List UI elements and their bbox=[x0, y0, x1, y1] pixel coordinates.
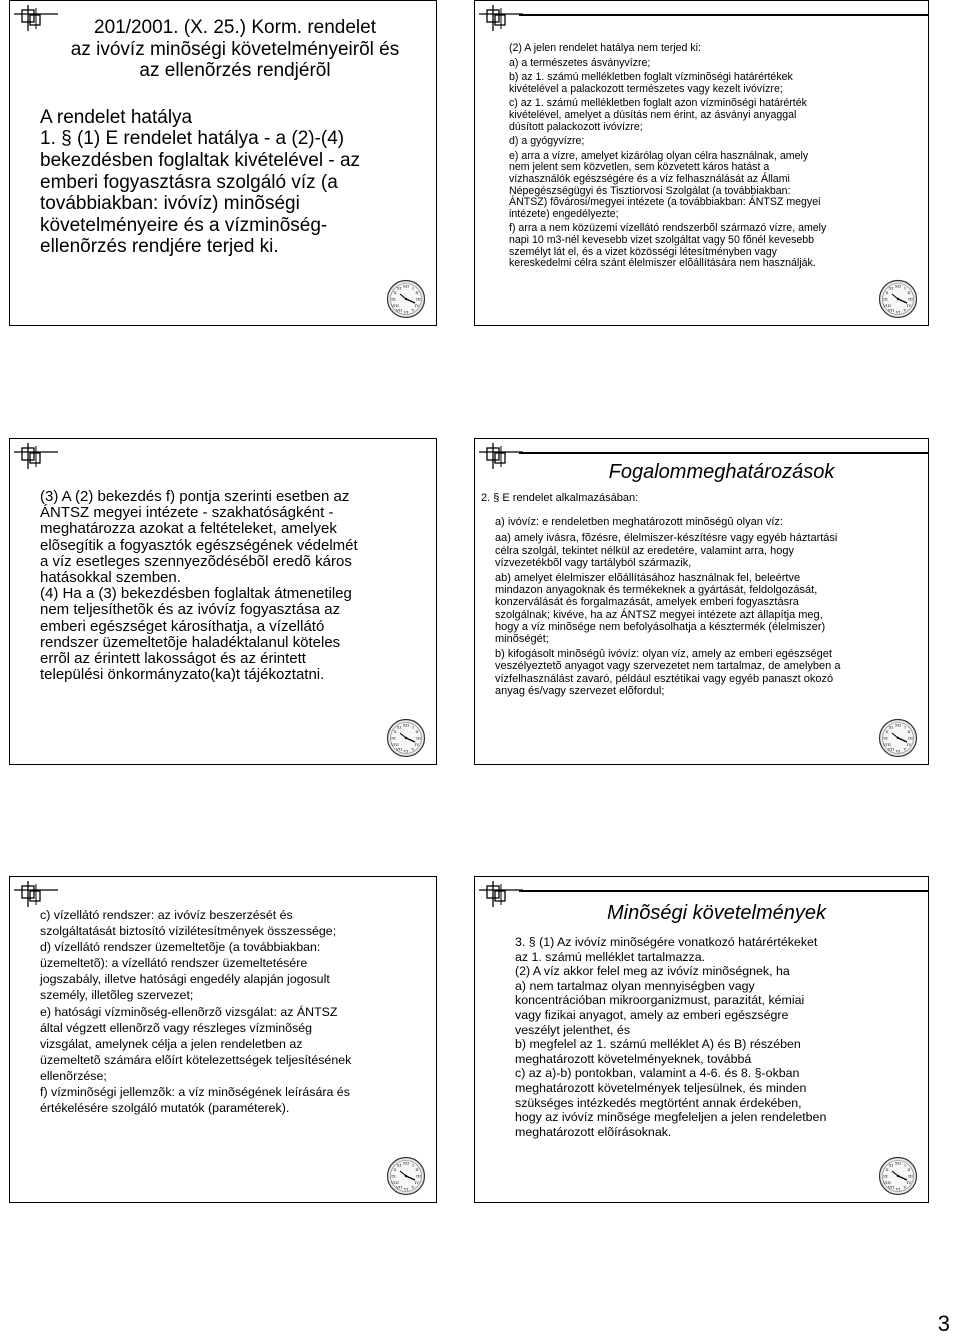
text-line: (2) A víz akkor felel meg az ivóvíz minõségnek, ha bbox=[515, 964, 790, 979]
slide-3 bbox=[9, 438, 437, 765]
text-line: nem jelent sem közvetlen, sem közvetett káros hatást a bbox=[509, 161, 770, 174]
definitions-block bbox=[481, 516, 926, 697]
text-line: a) ivóvíz: e rendeletben meghatározott minõségû olyan víz: bbox=[495, 516, 783, 529]
slide-decoration-icon bbox=[14, 443, 58, 469]
text-line: vízvezetékbõl vagy tartályból származik, bbox=[495, 556, 692, 569]
text-line: hatásokkal szemben. bbox=[40, 569, 181, 587]
text-line: (2) A jelen rendelet hatálya nem terjed ki: bbox=[509, 42, 701, 54]
text-line: vizsgálat, amelynek célja a jelen rendeletben az bbox=[40, 1036, 303, 1051]
text-line: b) kifogásolt minõségû ivóvíz: olyan víz, amely az emberi egészséget bbox=[495, 648, 832, 661]
text-line: ÁNTSZ) fõvárosi/megyei intézete (a továbbiakban: ÁNTSZ megyei bbox=[509, 196, 821, 209]
text-line: e) arra a vízre, amelyet kizárólag olyan célra használnak, amely bbox=[509, 149, 809, 162]
text-line: Népegészségügyi és Tisztiorvosi Szolgálat (a továbbiakban: bbox=[509, 184, 791, 197]
text-line: hogy az ivóvíz minõsége megfeleljen a jelen rendeletben bbox=[515, 1110, 827, 1125]
text-line: kivételével, amelyet a dúsítás nem érint, az ásványi anyaggal bbox=[509, 108, 797, 121]
slide-2 bbox=[474, 0, 929, 326]
page-number: 3 bbox=[937, 1311, 950, 1336]
text-line: d) a gyógyvízre; bbox=[509, 135, 585, 148]
text-line: 3. § (1) Az ivóvíz minõségére vonatkozó határértékeket bbox=[515, 935, 818, 949]
text-line: hogy a víz minõsége nem befolyásolhatja a késztermék (élelmiszer) bbox=[495, 620, 826, 633]
text-line: a) a természetes ásványvízre; bbox=[509, 56, 651, 69]
spacer bbox=[40, 82, 430, 107]
text-line: intézete) engedélyezte; bbox=[509, 207, 619, 220]
slide-6-text bbox=[515, 935, 925, 1139]
text-line: célra szolgál, tekintet nélkül az eredetére, valamint arra, hogy bbox=[495, 544, 794, 557]
text-line: koncentrációban mikroorganizmust, parazitát, kémiai bbox=[515, 993, 805, 1008]
text-line: c) vízellátó rendszer: az ivóvíz beszerzését és bbox=[40, 908, 293, 922]
slide-4 bbox=[474, 438, 929, 765]
section-heading: A rendelet hatálya bbox=[40, 106, 193, 128]
title-line: az ivóvíz minõségi követelményeirõl és bbox=[70, 38, 400, 60]
text-line: szükséges intézkedés megtörtént annak érdekében, bbox=[515, 1095, 802, 1110]
slide-title: Minõségi követelmények bbox=[607, 902, 826, 924]
text-line: f) vízminõségi jellemzõk: a víz minõségének leírására és bbox=[40, 1085, 350, 1100]
text-line: napi 10 m3-nél kevesebb vizet szolgáltat vagy 50 fõnél kevesebb bbox=[509, 233, 815, 246]
title-line: 201/2001. (X. 25.) Korm. rendelet bbox=[94, 17, 376, 38]
text-line: veszélyeztetõ anyagot vagy szervezetet nem tartalmaz, de amelyben a bbox=[495, 660, 841, 673]
text-line: által végzett ellenõrzõ vagy részleges vízminõség bbox=[40, 1020, 313, 1035]
text-line: (3) A (2) bekezdés f) pontja szerinti esetben az bbox=[40, 488, 350, 505]
text-line: személyt lát el, és a vizet közösségi létesítményben vagy bbox=[509, 245, 777, 258]
text-line: települési önkormányzato(ka)t tájékoztatni. bbox=[40, 666, 325, 684]
text-line: elõsegítik a fogyasztók egészségének védelmét bbox=[40, 536, 358, 554]
text-line: vízfelhasználást zavaró, például esztétikai vagy egyéb panaszt okozó bbox=[495, 672, 834, 685]
text-line: e) hatósági vízminõség-ellenõrzõ vizsgálat: az ÁNTSZ bbox=[40, 1004, 338, 1019]
clock-icon bbox=[878, 718, 918, 758]
text-line: c) az a)-b) pontokban, valamint a 4-6. és 8. §-okban bbox=[515, 1066, 800, 1081]
slide-2-text bbox=[509, 43, 924, 270]
text-line: konzerválását és forgalmazását, amelyek emberi fogyasztásra bbox=[495, 596, 799, 609]
text-line: az 1. számú melléklet tartalmazza. bbox=[515, 949, 706, 964]
clock-icon bbox=[878, 1156, 918, 1196]
text-line: meghatározott elõírásoknak. bbox=[515, 1124, 672, 1139]
clock-icon bbox=[386, 1156, 426, 1196]
text-line: c) az 1. számú mellékletben foglalt azon vízminõségi határérték bbox=[509, 97, 807, 110]
text-line: üzemeltetõ): a vízellátó rendszer üzemeltetésére bbox=[40, 956, 308, 971]
text-line: nem teljesíthetõk és az ivóvíz fogyasztása az bbox=[40, 601, 341, 619]
text-line: (4) Ha a (3) bekezdésben foglaltak átmenetileg bbox=[40, 585, 352, 603]
slide-6 bbox=[474, 876, 929, 1203]
slide-top-rule bbox=[519, 452, 928, 454]
text-line: anyag és/vagy szervezet elõfordul; bbox=[495, 684, 665, 697]
clock-icon bbox=[878, 279, 918, 319]
text-line: ellenõrzés rendjére terjed ki. bbox=[40, 236, 279, 258]
text-line: meghatározott követelményeknek, továbbá bbox=[515, 1051, 752, 1066]
text-line: emberi egészséget károsíthatja, a vízellátó bbox=[40, 617, 325, 635]
text-line: jogszabály, illetve hatósági engedély alapján jogosult bbox=[40, 972, 330, 987]
clock-icon bbox=[386, 718, 426, 758]
slide-3-text bbox=[40, 489, 435, 683]
text-line: rendszer üzemeltetõje haladéktalanul köteles bbox=[40, 633, 341, 651]
slide-top-rule bbox=[519, 14, 928, 16]
text-line: d) vízellátó rendszer üzemeltetõje (a továbbiakban: bbox=[40, 940, 321, 955]
text-line: vagy fizikai anyagot, amely az emberi egészségre bbox=[515, 1007, 789, 1022]
text-line: bekezdésben foglaltak kivételével - az bbox=[40, 149, 361, 171]
text-line: ellenõrzése; bbox=[40, 1068, 107, 1083]
text-line: kereskedelmi célra szánt élelmiszer elõállítására nem használják. bbox=[509, 257, 816, 270]
slide-top-rule bbox=[519, 890, 928, 892]
text-line: személy, illetõleg szervezet; bbox=[40, 988, 194, 1003]
text-line: emberi fogyasztásra szolgáló víz (a bbox=[40, 171, 338, 193]
slide-title: Fogalommeghatározások bbox=[608, 461, 835, 483]
text-line: követelményeire és a vízminõség- bbox=[40, 214, 328, 236]
slide-decoration-icon bbox=[479, 5, 523, 31]
slide-4-text bbox=[481, 492, 926, 697]
text-line: errõl az érintett lakosságot és az érintett bbox=[40, 650, 306, 668]
text-line: továbbiakban: ivóvíz) minõségi bbox=[40, 193, 300, 215]
text-line: 2. § E rendelet alkalmazásában: bbox=[481, 492, 639, 504]
text-line: aa) amely ivásra, fõzésre, élelmiszer-készítésre vagy egyéb háztartási bbox=[495, 532, 838, 545]
text-line: veszélyt jelenthet, és bbox=[515, 1022, 631, 1037]
text-line: ab) amelyet élelmiszer elõállításához használnak fel, beleértve bbox=[495, 572, 801, 585]
text-line: kivételével a palackozott természetes vagy kezelt ivóvízre; bbox=[509, 82, 783, 95]
text-line: a) nem tartalmaz olyan mennyiségben vagy bbox=[515, 978, 755, 993]
text-line: mindazon anyagoknak és termékeknek a gyártását, feldolgozását, bbox=[495, 584, 818, 597]
text-line: b) megfelel az 1. számú melléklet A) és B) részében bbox=[515, 1037, 801, 1052]
text-line: vízhasználók egészségére és a víz felhasználását az Állami bbox=[509, 172, 790, 185]
title-line: az ellenõrzés rendjérõl bbox=[139, 60, 331, 82]
text-line: szolgáltatását biztosító vízilétesítmények összessége; bbox=[40, 924, 337, 939]
text-line: meghatározott követelmények teljesülnek, és minden bbox=[515, 1080, 807, 1095]
text-line: szolgálnak; kivéve, ha az ÁNTSZ megyei intézete azt állapítja meg, bbox=[495, 608, 823, 621]
text-line: a víz esetleges szennyezõdésébõl eredõ káros bbox=[40, 552, 352, 570]
text-line: meghatározza azokat a feltételeket, amelyek bbox=[40, 520, 337, 538]
slide-5 bbox=[9, 876, 437, 1203]
text-line: 1. § (1) E rendelet hatálya - a (2)-(4) bbox=[40, 128, 345, 150]
slide-1 bbox=[9, 0, 437, 326]
text-line: f) arra a nem közüzemi vízellátó rendszerbõl származó vízre, amely bbox=[509, 222, 827, 235]
text-line: minõségét; bbox=[495, 633, 549, 646]
text-line: dúsított palackozott ivóvízre; bbox=[509, 120, 643, 133]
slide-decoration-icon bbox=[14, 881, 58, 907]
slide-5-text bbox=[40, 907, 435, 1116]
text-line: ÁNTSZ megyei intézete - szakhatóságként - bbox=[40, 504, 334, 522]
text-line: értékelésére szolgáló mutatók (paraméterek). bbox=[40, 1101, 290, 1116]
text-line: b) az 1. számú mellékletben foglalt vízminõségi határértékek bbox=[509, 71, 793, 84]
clock-icon bbox=[386, 279, 426, 319]
text-line: üzemeltetõ számára elõírt kötelezettségek teljesítésének bbox=[40, 1052, 352, 1067]
slide-1-text bbox=[40, 17, 430, 258]
